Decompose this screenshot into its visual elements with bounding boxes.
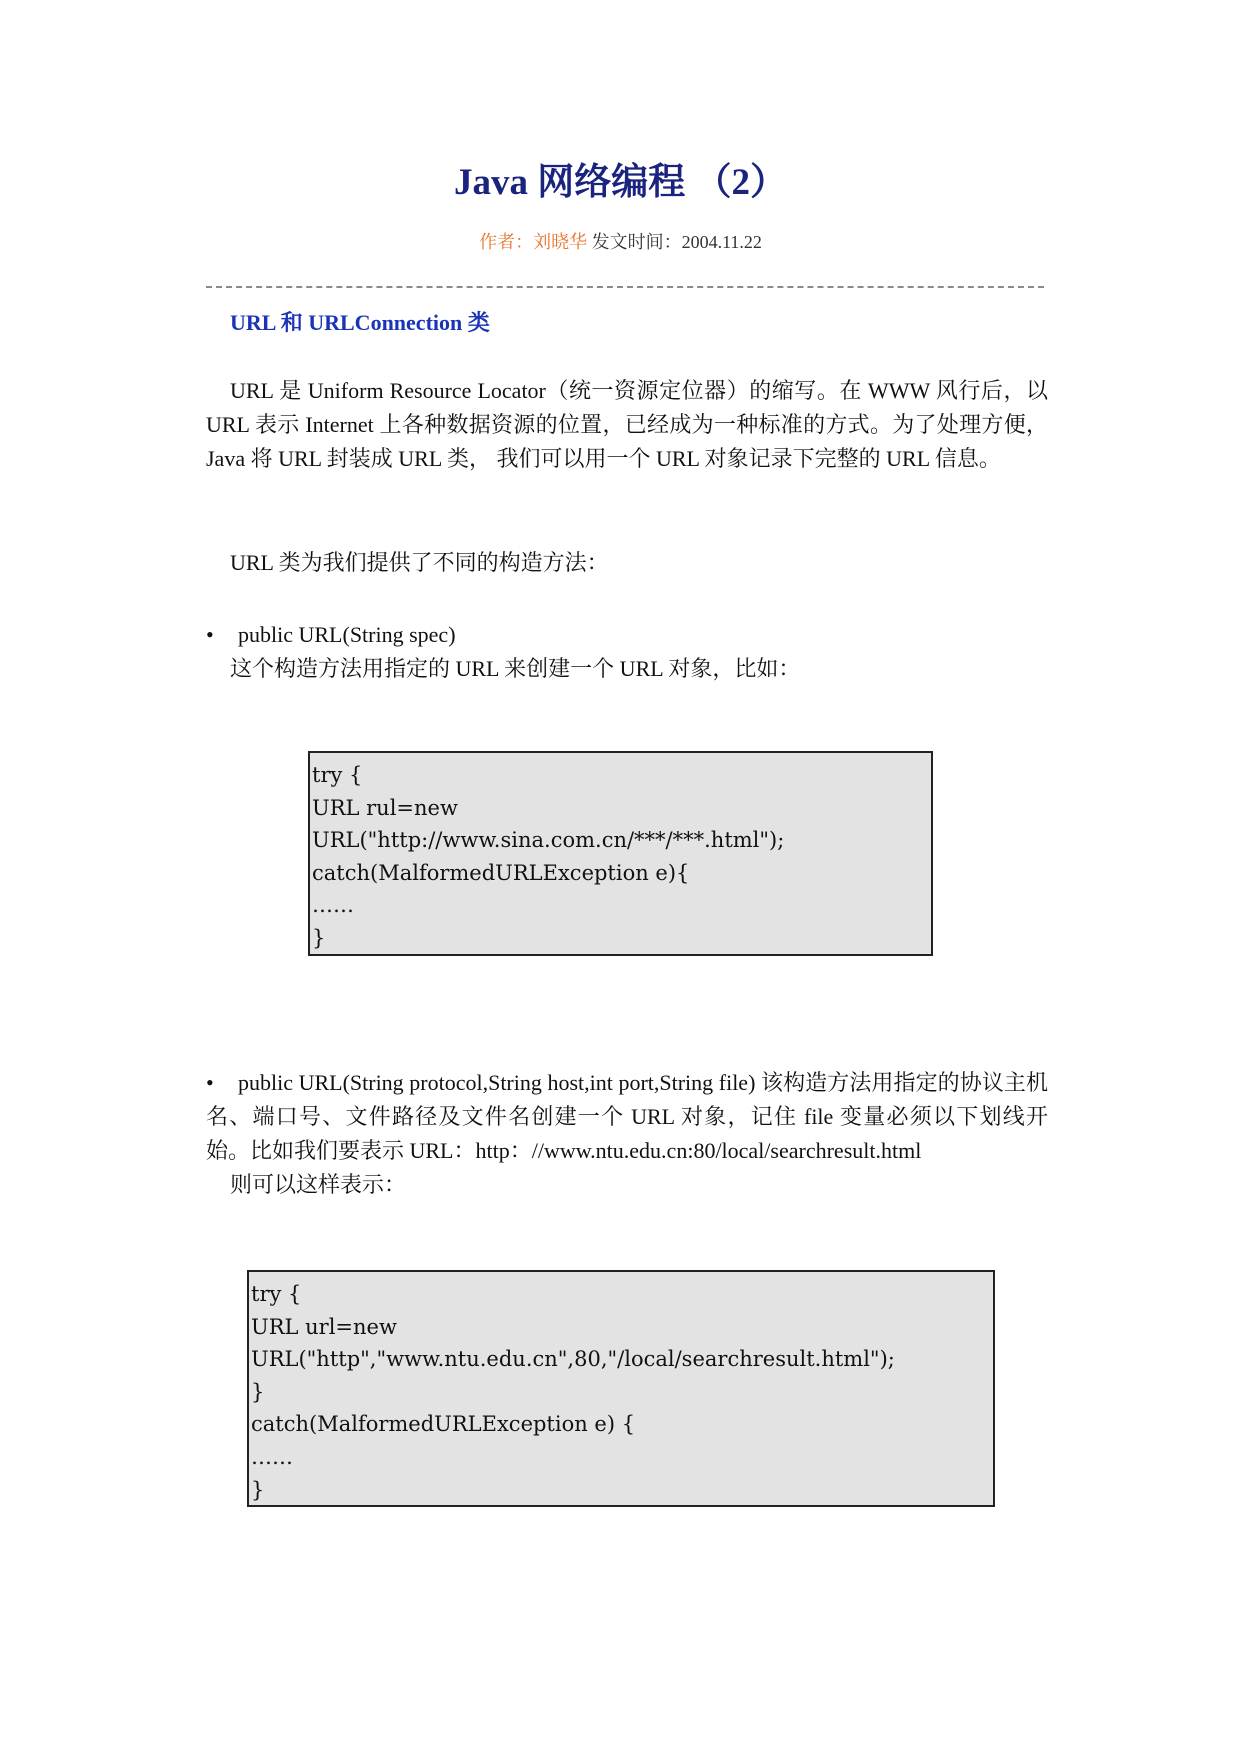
page-title: Java 网络编程 （2）	[454, 162, 787, 203]
bullet-icon: •	[206, 1070, 214, 1095]
section-heading: URL 和 URLConnection 类	[230, 310, 490, 335]
code-block-1	[308, 751, 933, 956]
publish-date: 发文时间：2004.11.22	[591, 232, 762, 252]
code-line: ……	[251, 1444, 293, 1469]
code-line: catch(MalformedURLException e) {	[251, 1412, 636, 1437]
code-line: }	[251, 1477, 265, 1502]
code-block-2	[247, 1270, 995, 1507]
code-line: catch(MalformedURLException e){	[312, 860, 690, 885]
code-line: ……	[312, 893, 354, 918]
constructor-item-spec	[206, 618, 1048, 686]
bullet-icon: •	[206, 622, 214, 647]
code-line: URL("http","www.ntu.edu.cn",80,"/local/searchresult.html");	[251, 1347, 895, 1372]
constructor-description: public URL(String protocol,String host,int port,String file) 该构造方法用指定的协议主机名、端口号、文件路径及文件名创建一个 URL 对象，记住 file 变量必须以下划线开始。比如我们要表示 URL：http：//www.ntu.edu.cn:80/local/searchresult.html	[206, 1070, 1048, 1163]
constructor-description: 这个构造方法用指定的 URL 来创建一个 URL 对象，比如：	[230, 656, 801, 681]
dashed-divider	[206, 286, 1044, 288]
author-label: 作者：刘晓华	[479, 232, 588, 252]
code-line: URL("http://www.sina.com.cn/***/***.html");	[312, 828, 785, 853]
intro-paragraph: URL 是 Uniform Resource Locator（统一资源定位器）的缩写。在 WWW 风行后，以 URL 表示 Internet 上各种数据资源的位置，已经成为一种标准的方式。为了处理方便，Java 将 URL 封装成 URL 类， 我们可以用一个 URL 对象记录下完整的 URL 信息。	[206, 378, 1048, 471]
code-line: try {	[312, 763, 363, 787]
constructor-item-protocol	[206, 1066, 1048, 1202]
constructor-tail: 则可以这样表示：	[230, 1172, 407, 1197]
code-line: }	[251, 1379, 265, 1404]
code-line: URL url=new	[251, 1314, 397, 1339]
constructors-intro: URL 类为我们提供了不同的构造方法：	[230, 550, 609, 575]
code-line: try {	[251, 1282, 302, 1306]
code-line: }	[312, 925, 326, 950]
constructor-signature: public URL(String spec)	[238, 622, 456, 647]
code-line: URL rul=new	[312, 795, 458, 820]
article-meta	[0, 230, 1241, 254]
